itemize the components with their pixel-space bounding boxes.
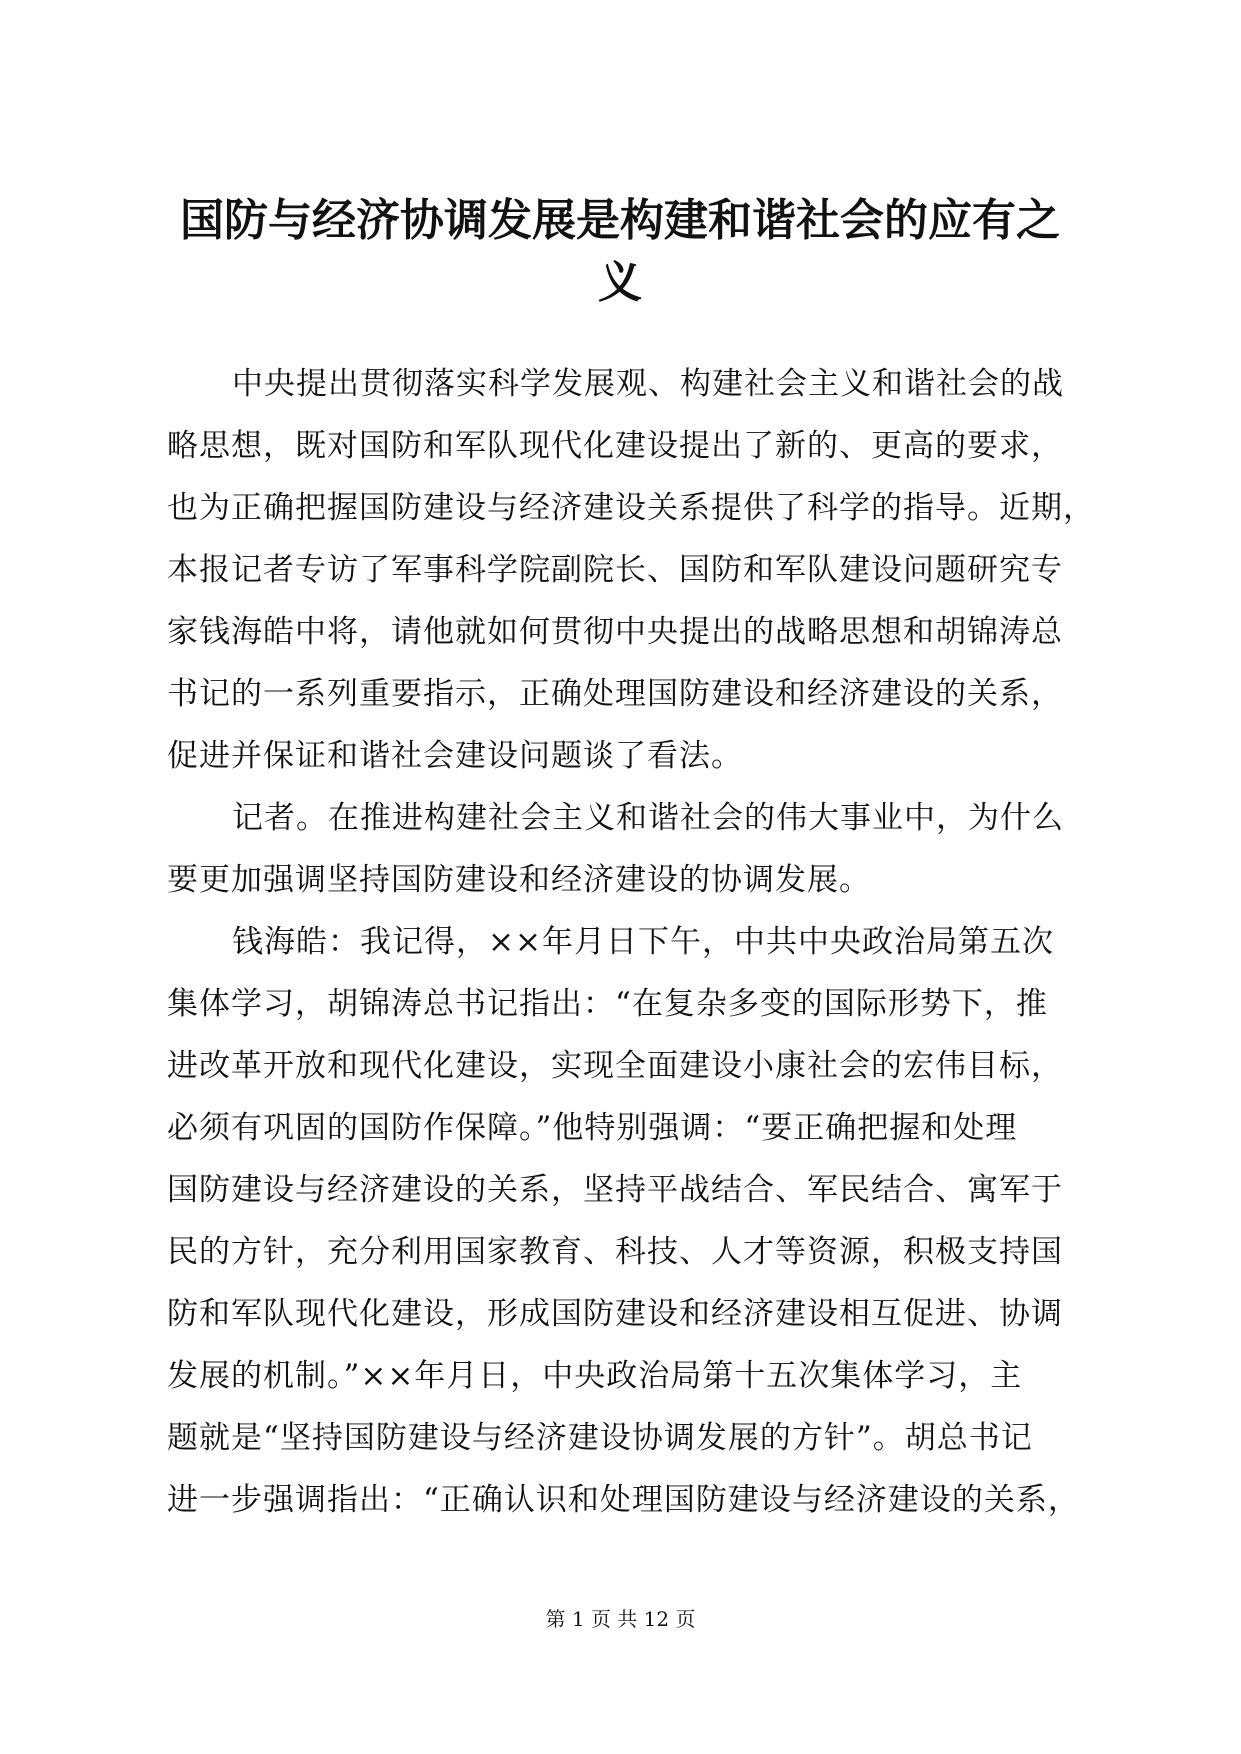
- paragraph-2-line: 要更加强调坚持国防建设和经济建设的协调发展。: [167, 862, 871, 898]
- paragraph-1-line: 中央提出贯彻落实科学发展观、构建社会主义和谐社会的战: [232, 366, 1064, 402]
- paragraph-3-line: 防和军队现代化建设，形成国防建设和经济建设相互促进、协调: [167, 1296, 1063, 1332]
- page-number-footer: 第 1 页 共 12 页: [545, 1607, 696, 1631]
- paragraph-3-line: 必须有巩固的国防作保障。”他特别强调：“要正确把握和处理: [167, 1110, 1018, 1146]
- paragraph-3-line: 进一步强调指出：“正确认识和处理国防建设与经济建设的关系，: [167, 1482, 1080, 1518]
- paragraph-3-line: 集体学习，胡锦涛总书记指出：“在复杂多变的国际形势下，推: [167, 986, 1048, 1022]
- paragraph-3-line: 发展的机制。”××年月日，中央政治局第十五次集体学习，主: [167, 1358, 1023, 1394]
- paragraph-3-line: 钱海皓：我记得，××年月日下午，中共中央政治局第五次: [232, 924, 1054, 960]
- paragraph-2-line: 记者。在推进构建社会主义和谐社会的伟大事业中，为什么: [232, 800, 1064, 836]
- paragraph-3-line: 国防建设与经济建设的关系，坚持平战结合、军民结合、寓军于: [167, 1172, 1063, 1208]
- paragraph-1-line: 略思想，既对国防和军队现代化建设提出了新的、更高的要求，: [167, 428, 1063, 464]
- paragraph-1-line: 本报记者专访了军事科学院副院长、国防和军队建设问题研究专: [167, 552, 1063, 588]
- paragraph-1-line: 家钱海皓中将，请他就如何贯彻中央提出的战略思想和胡锦涛总: [167, 614, 1063, 650]
- document-body: [167, 353, 1095, 1531]
- paragraph-1-line: 促进并保证和谐社会建设问题谈了看法。: [167, 738, 743, 774]
- paragraph-1-line: 也为正确把握国防建设与经济建设关系提供了科学的指导。近期，: [167, 490, 1095, 526]
- paragraph-3-line: 题就是“坚持国防建设与经济建设协调发展的方针”。胡总书记: [167, 1420, 1033, 1456]
- paragraph-3-line: 民的方针，充分利用国家教育、科技、人才等资源，积极支持国: [167, 1234, 1063, 1270]
- paragraph-3-line: 进改革开放和现代化建设，实现全面建设小康社会的宏伟目标，: [167, 1048, 1063, 1084]
- paragraph-1-line: 书记的一系列重要指示，正确处理国防建设和经济建设的关系，: [167, 676, 1063, 712]
- title-line-2: 义: [598, 257, 642, 308]
- title-line-1: 国防与经济协调发展是构建和谐社会的应有之: [180, 195, 1060, 246]
- document-title: [150, 190, 1090, 314]
